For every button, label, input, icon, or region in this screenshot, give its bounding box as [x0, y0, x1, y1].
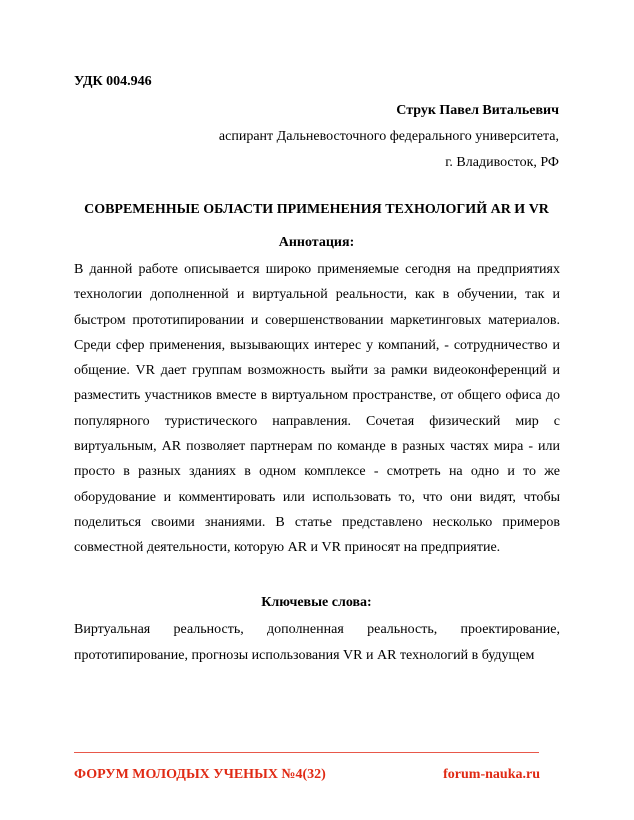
footer-divider	[74, 752, 539, 753]
article-title: СОВРЕМЕННЫЕ ОБЛАСТИ ПРИМЕНЕНИЯ ТЕХНОЛОГИЙ AR И VR	[84, 202, 549, 217]
author-block	[79, 98, 559, 176]
keywords-text: Виртуальная реальность, дополненная реальность, проектирование, прототипирование, прогнозы использования VR и AR технологий в будущем	[74, 622, 560, 663]
journal-site-link[interactable]: forum-nauka.ru	[443, 767, 540, 782]
author-location: г. Владивосток, РФ	[445, 155, 559, 170]
abstract-heading: Аннотация:	[278, 235, 355, 250]
udk-code: УДК 004.946	[74, 74, 152, 89]
author-name: Струк Павел Витальевич	[396, 103, 559, 118]
author-affiliation: аспирант Дальневосточного федерального университета,	[218, 129, 559, 144]
keywords-heading: Ключевые слова:	[261, 595, 372, 610]
abstract-text: В данной работе описывается широко применяемые сегодня на предприятиях технологии дополненной и виртуальной реальности, как в обучении, так и быстром прототипировании и совершенствовании маркетинговых материалов. Среди сфер применения, вызывающих интерес у компаний, - сотрудничество и общение. VR дает группам возможность выйти за рамки видеоконференций и разместить участников вместе в виртуальном пространстве, от общего офиса до популярного туристического направления. Сочетая физический мир с виртуальным, AR позволяет партнерам по команде в разных частях мира - или просто в разных зданиях в одном комплексе - смотреть на одно и то же оборудование и комментировать или использовать то, что они видят, чтобы поделиться своими знаниями. В статье представлено несколько примеров совместной деятельности, которую AR и VR приносят на предприятие.	[74, 262, 560, 556]
journal-name: ФОРУМ МОЛОДЫХ УЧЕНЫХ №4(32)	[74, 767, 326, 782]
